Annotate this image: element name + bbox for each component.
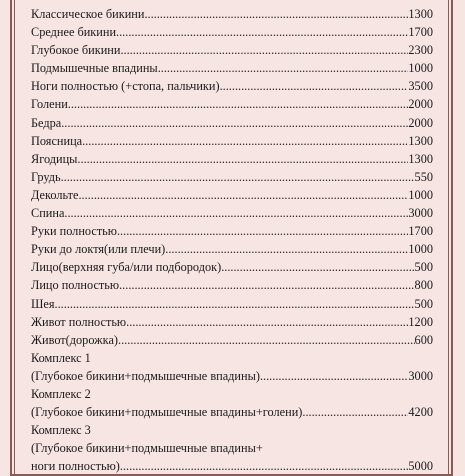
service-name: Поясница [31,133,83,148]
leader-dots [120,41,408,59]
service-name: Классическое бикини [31,7,145,21]
price-row [31,258,433,276]
price-row [31,5,433,23]
complex-title: Комплекс 2 [31,386,91,401]
leader-dots [260,367,408,385]
service-name: Лицо полностью [31,278,120,293]
complex-price: 5000 [408,459,433,474]
service-name: Бедра [31,115,62,130]
service-price: 550 [414,169,433,184]
leader-dots [77,150,408,168]
service-price: 1300 [408,133,433,148]
service-price: 2300 [408,43,433,58]
complex-description: ноги полностью) [31,459,120,474]
leader-dots [118,331,415,349]
service-name: Шея [31,296,55,311]
service-name: Лицо(верхняя губа/или подбородок) [31,260,222,275]
complex-row [31,457,433,475]
price-row [31,186,433,204]
service-price: 500 [414,296,433,311]
service-price: 800 [414,278,433,293]
complex-description: (Глубокое бикини+подмышечные впадины) [31,368,260,383]
complex-row [31,367,433,385]
price-row [31,77,433,95]
price-row [31,222,433,240]
leader-dots [120,457,409,475]
service-price: 1000 [408,61,433,76]
leader-dots [220,77,409,95]
service-price: 3000 [408,206,433,221]
price-row [31,59,433,77]
service-price: 1300 [408,7,433,21]
complex-price: 4200 [408,405,433,420]
leader-dots [116,23,408,41]
service-name: Грудь [31,169,61,184]
service-name: Глубокое бикини [31,43,121,58]
complex-price: 3000 [408,368,433,383]
service-price: 1000 [408,187,433,202]
leader-dots [144,5,408,23]
leader-dots [61,168,415,186]
leader-dots [55,295,415,313]
service-name: Живот(дорожка) [31,332,119,347]
complex-title: Комплекс 1 [31,350,91,365]
service-name: Ноги полностью (+стопа, пальчики) [31,79,220,94]
complex-description: (Глубокое бикини+подмышечные впадины+голени) [31,405,303,420]
leader-dots [117,222,408,240]
leader-dots [119,276,414,294]
complex-row [31,403,433,421]
service-name: Спина [31,206,65,221]
price-row [31,23,433,41]
service-name: Ягодицы [31,151,78,166]
service-name: Декольте [31,187,79,202]
service-price: 1700 [408,25,433,40]
price-row [31,204,433,222]
service-name: Руки полностью [31,224,117,239]
service-price: 2000 [408,97,433,112]
leader-dots [64,204,408,222]
complex-title: Комплекс 3 [31,423,91,438]
price-row [31,41,433,59]
price-row [31,331,433,349]
price-row [31,276,433,294]
price-list [31,5,433,475]
service-price: 1700 [408,224,433,239]
service-price: 500 [414,260,433,275]
leader-dots [78,186,408,204]
leader-dots [82,132,408,150]
service-price: 1300 [408,151,433,166]
leader-dots [302,403,408,421]
service-price: 600 [414,332,433,347]
leader-dots [68,95,409,113]
price-row [31,313,433,331]
price-row [31,132,433,150]
price-row [31,150,433,168]
leader-dots [61,114,408,132]
service-price: 3500 [408,79,433,94]
service-name: Голени [31,97,68,112]
price-row [31,95,433,113]
leader-dots [126,313,408,331]
leader-dots [221,258,414,276]
service-name: Руки до локтя(или плечи) [31,242,166,257]
price-row [31,114,433,132]
price-row [31,240,433,258]
service-name: Подмышечные впадины [31,61,158,76]
service-price: 2000 [408,115,433,130]
price-row [31,295,433,313]
service-price: 1000 [408,242,433,257]
leader-dots [158,59,409,77]
service-name: Среднее бикини [31,25,117,40]
service-name: Живот полностью [31,314,127,329]
complex-description-line: (Глубокое бикини+подмышечные впадины+ [31,441,263,456]
service-price: 1200 [408,314,433,329]
price-row [31,168,433,186]
leader-dots [165,240,408,258]
